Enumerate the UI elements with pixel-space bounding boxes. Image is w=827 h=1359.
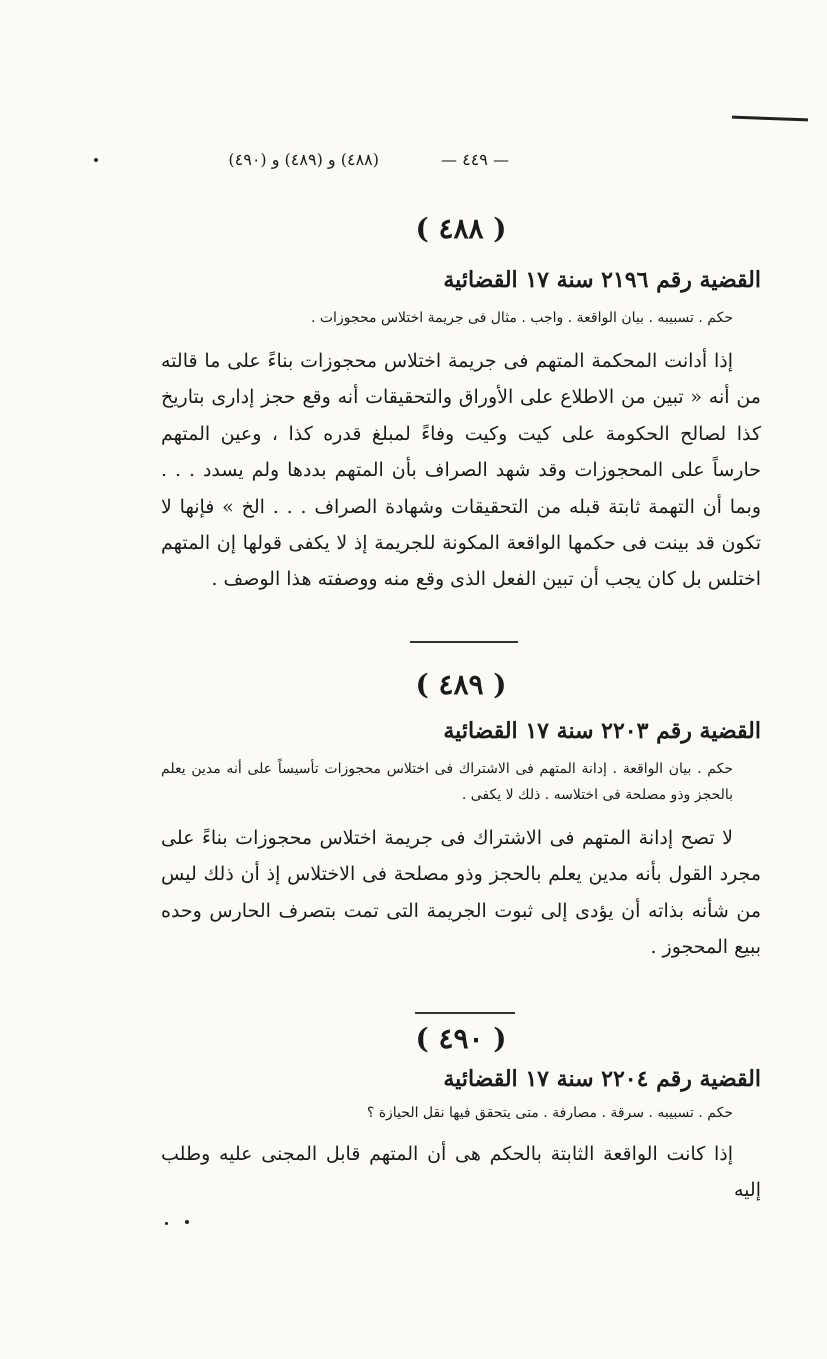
case-body: إذا أدانت المحكمة المتهم فى جريمة اختلاس محجوزات بناءً على ما قالته من أنه « تبين من الاطلاع على الأوراق والتحقيقات أنه وقع حجز إدارى بتاريخ كذا لصالح الحكومة على كيت وكيت وفاءً لمبلغ قدره كذا ، وعين المتهم حارساً على المحجوزات وقد شهد الصراف بأن المتهم بددها ولم يسدد . . . وبما أن التهمة ثابتة قبله من التحقيقات وشهادة الصراف . . . الخ » فإنها لا تكون قد بينت فى حكمها الواقعة المكونة للجريمة إذ لا يكفى قولها إن المتهم اختلس بل كان يجب أن تبين الفعل الذى وقع منه ووصفته هذا الوصف . bbox=[161, 350, 761, 591]
case-number: ( ٤٨٩ ) bbox=[415, 668, 507, 701]
section-divider bbox=[415, 1012, 515, 1014]
scan-speck bbox=[94, 158, 98, 162]
case-title: القضية رقم ٢٢٠٤ سنة ١٧ القضائية bbox=[443, 1066, 761, 1092]
scan-mark bbox=[732, 116, 808, 122]
case-title: القضية رقم ٢٢٠٣ سنة ١٧ القضائية bbox=[443, 718, 761, 744]
page-number: — ٤٤٩ — bbox=[441, 150, 509, 169]
case-number: ( ٤٨٨ ) bbox=[415, 212, 507, 245]
case-summary: حكم . تسبيبه . سرقة . مصارفة . متى يتحقق فيها نقل الحيازة ؟ bbox=[366, 1105, 733, 1121]
scan-speck bbox=[185, 1220, 189, 1224]
scan-speck bbox=[165, 1222, 168, 1225]
case-number: ( ٤٩٠ ) bbox=[415, 1022, 507, 1055]
running-head: (٤٨٨) و (٤٨٩) و (٤٩٠) bbox=[228, 150, 379, 169]
case-summary: حكم . تسبيبه . بيان الواقعة . واجب . مثال فى جريمة اختلاس محجوزات . bbox=[310, 310, 733, 326]
case-body: لا تصح إدانة المتهم فى الاشتراك فى جريمة اختلاس محجوزات بناءً على مجرد القول بأنه مدين يعلم بالحجز وذو مصلحة فى الاختلاس إذ أن ذلك ليس من شأنه بذاته أن يؤدى إلى ثبوت الجريمة التى تمت بتصرف الحارس وحده ببيع المحجوز . bbox=[161, 827, 761, 959]
case-body: إذا كانت الواقعة الثابتة بالحكم هى أن المتهم قابل المجنى عليه وطلب إليه bbox=[161, 1143, 761, 1202]
case-summary: حكم . بيان الواقعة . إدانة المتهم فى الاشتراك فى اختلاس محجوزات تأسيساً على أنه مدين يعلم بالحجز وذو مصلحة فى اختلاسه . ذلك لا يكفى . bbox=[161, 761, 733, 803]
section-divider bbox=[410, 641, 518, 643]
case-title: القضية رقم ٢١٩٦ سنة ١٧ القضائية bbox=[443, 267, 761, 293]
